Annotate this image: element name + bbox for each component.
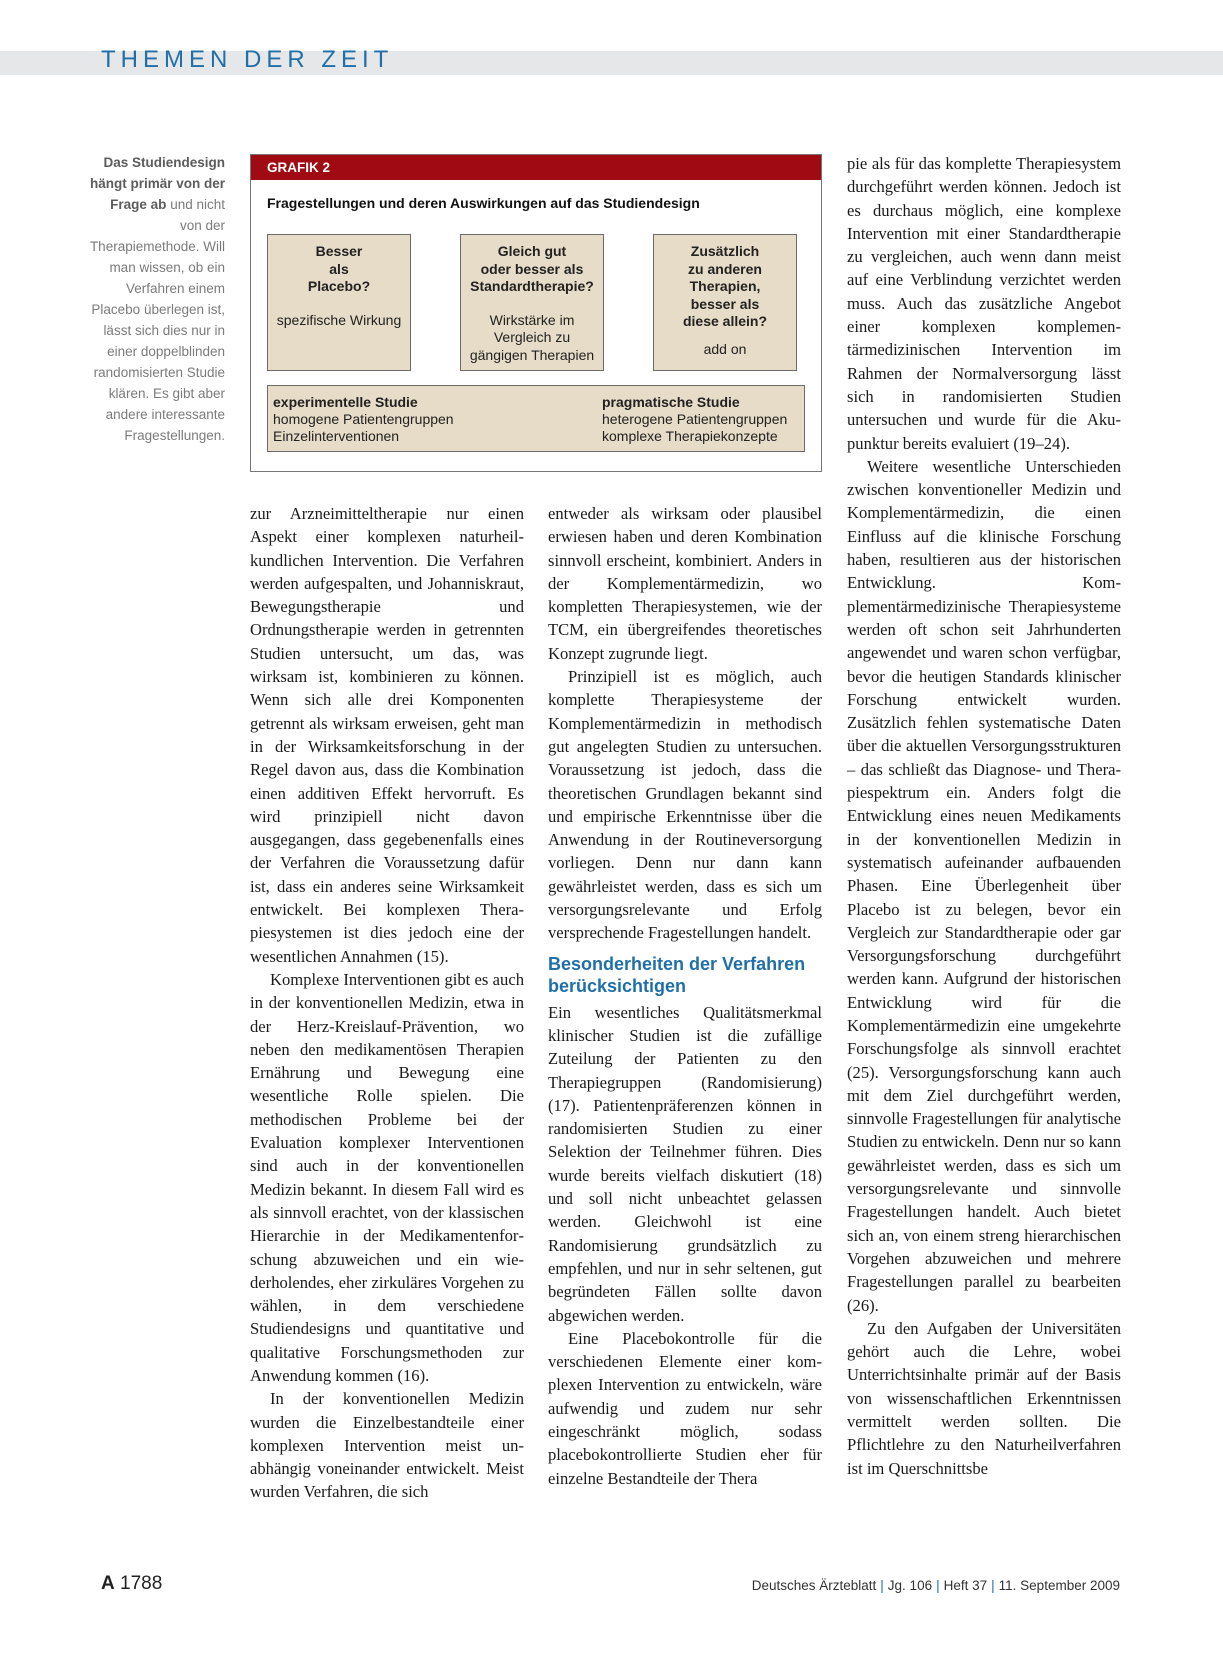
sidenote [88, 152, 225, 446]
paragraph: pie als für das komplette Therapiesystem durchgeführt werden können. Jedoch ist es durchaus möglich, eine komplexe Intervention mit einer Standardtherapie zu vergleichen, auch wenn dann meist auf eine Verblindung verzichtet werden muss. Auch das zusätzliche Angebot einer komplexen komplementärmedizinischen Intervention im Rahmen der Normalversorgung lässt sich in randomisierten Studien untersuchen und wurde für die Akupunktur bereits evaluiert (19–24). [847, 154, 1121, 453]
page-number [101, 1573, 162, 1595]
box-placebo [267, 234, 411, 371]
box-question: Zusätzlich zu anderen Therapien, besser als diese allein? [682, 243, 768, 329]
page-number-value: 1788 [120, 1573, 163, 1594]
box-question: Gleich gut oder besser als Standardtherapie? [470, 243, 594, 294]
text-column-2 [548, 502, 822, 1490]
figure-grafik-2 [250, 154, 822, 472]
study-line: heterogene Patientengruppen [602, 411, 788, 427]
box-question: Besser als Placebo? [307, 243, 371, 294]
paragraph: entweder als wirksam oder plausibel erwiesen haben und deren Kombination sinnvoll erscheint, kombiniert. Anders in der Komplementärmedizin, wo kompletten Therapiesystemen, wie der TCM, ein übergreifendes theoretisches Konzept zugrunde liegt. [548, 504, 822, 663]
paragraph: zur Arzneimitteltherapie nur einen Aspekt einer komplexen naturheilkundlichen Intervention. Die Verfahren werden aufgespalten, und Johanniskraut, Bewegungstherapie und Ordnungstherapie werden in getrennten Studien untersucht, um das, was wirksam ist, kombinieren zu können. Wenn sich alle drei Komponenten getrennt als wirksam erweisen, geht man in der Wirksamkeitsforschung in der Regel davon aus, dass die Kombination einen additiven Effekt hervorruft. Es wird prinzipiell nicht davon ausgegangen, dass gegebenenfalls eines der Verfahren die Voraussetzung dafür ist, dass ein anderes seine Wirksamkeit entwickelt. Bei komplexen Therapiesystemen ist dies jedoch eine der wesentlichen Annahmen (15). [250, 504, 524, 966]
figure-subtitle: Fragestellungen und deren Auswirkungen auf das Studiendesign [267, 195, 700, 211]
paragraph: Ein wesentliches Qualitätsmerkmal klinischer Studien ist die zufällige Zuteilung der Patienten zu den Therapiegruppen (Randomisierung) (17). Patientenpräferenzen können in randomisierten Studien zu einer Selektion der Teilnehmer führen. Dies wurde bereits vielfach diskutiert (18) und soll nicht unbeachtet gelassen werden. Gleichwohl ist eine Randomisierung grundsätzlich zu empfehlen, und nur in sehr seltenen, gut begründeten Fällen sollte davon abgewichen werden. [548, 1002, 822, 1325]
paragraph: Prinzipiell ist es möglich, auch komplette Therapiesysteme der Komplementärmedizin in methodisch gut angelegten Studien zu untersuchen. Voraussetzung ist jedoch, dass die theoretischen Grundlagen bekannt sind und empirische Erkenntnisse über die Anwendung in der Routineversorgung vorliegen. Denn nur dann kann gewährleistet werden, dass es sich um versorgungsrelevante und Erfolg versprechende Fragestellungen handelt. [548, 667, 822, 943]
box-add-on [653, 234, 797, 371]
sidenote-body: und nicht von der Therapiemethode. Will man wissen, ob ein Verfahren einem Placebo überlegen ist, lässt sich dies nur in einer doppelblinden randomisierten Studie klären. Es gibt aber andere interessante Fragestellungen. [89, 197, 225, 443]
paragraph: Zu den Aufgaben der Universitäten gehört auch die Lehre, wobei Unterrichtsinhalte primär auf der Basis von wissenschaftlichen Erkenntnissen vermittelt werden sollten. Die Pflichtlehre zu den Naturheilverfahren ist im Querschnittsbe [847, 1318, 1121, 1478]
sidenote-lead: Das Studiendesign hängt primär von der Frage ab [89, 155, 225, 212]
study-heading: experimentelle Studie [273, 394, 418, 410]
journal-volume: Jg. 106 [887, 1578, 933, 1593]
section-title: THEMEN DER ZEIT [101, 46, 394, 73]
paragraph: In der konventionellen Medizin wurden die Einzelbestandteile einer komplexen Intervention meist unabhängig voneinander entwickelt. Meist wurden Verfahren, die sich [250, 1389, 524, 1502]
journal-name: Deutsches Ärzteblatt [751, 1578, 877, 1593]
study-heading: pragmatische Studie [602, 394, 740, 410]
journal-issue: Heft 37 [943, 1578, 988, 1593]
study-line: homogene Patientengruppen [273, 411, 454, 427]
box-detail: Wirkstärke im Vergleich zu gängigen Therapien [469, 311, 595, 363]
journal-date: 11. September 2009 [998, 1578, 1120, 1593]
study-line: komplexe Therapiekonzepte [602, 428, 778, 444]
study-experimental [273, 394, 454, 445]
study-line: Einzelinterventionen [273, 428, 400, 444]
text-column-1 [250, 502, 524, 1504]
paragraph: Eine Placebokontrolle für die verschiedenen Elemente einer komplexen Intervention zu entwickeln, wäre aufwendig und zudem nur sehr eingeschränkt möglich, sodass placebokontrollierte Studien eher für einzelne Bestandteile der Thera [548, 1328, 822, 1488]
journal-citation: Deutsches Ärzteblatt | Jg. 106 | Heft 37 | 11. September 2009 [751, 1578, 1120, 1593]
study-type-box [267, 385, 805, 452]
study-pragmatic [602, 394, 787, 445]
box-standardtherapie [460, 234, 604, 371]
box-detail: spezifische Wirkung [276, 311, 402, 328]
box-detail: add on [703, 340, 747, 357]
paragraph: Weitere wesentliche Unterschieden zwischen konventioneller Medizin und Komplementärmedizin, die einen Einfluss auf die klinische Forschung haben, resultieren aus der historischen Entwicklung. Komplementärmedizinische Therapiesysteme werden oft schon seit Jahrhunderten angewendet und waren schon verfügbar, bevor die heutigen Standards klinischer Forschung entwickelt wurden. Zusätzlich fehlen systematische Daten über die aktuellen Versorgungsstrukturen – das schließt das Diagnose- und Therapiespektrum ein. Anders folgt die Entwicklung eines neuen Medikaments in der konventionellen Medizin in systematisch aufeinander aufbauenden Phasen. Eine Überlegenheit über Placebo ist zu belegen, bevor ein Vergleich zur Standardtherapie oder gar Versorgungsforschung durchgeführt werden kann. Aufgrund der historischen Entwicklung wird für die Komplementärmedizin eine umgekehrte Forschungsfolge als sinnvoll erachtet (25). Versorgungsforschung kann auch mit dem Ziel durchgeführt werden, sinnvolle Fragestellungen für analytische Studien zu entwickeln. Denn nur so kann gewährleistet werden, dass es sich um versorgungsrelevante und sinnvolle Fragestellungen handelt. Auch bietet sich an, von einem streng hierarchischen Vorgehen abzuweichen und mehrere Fragestellungen parallel zu bearbeiten (26). [847, 456, 1121, 1315]
page-prefix: A [101, 1573, 115, 1594]
text-column-3 [847, 152, 1121, 1480]
section-heading: Besonderheiten der Verfahren berücksichtigen [548, 953, 806, 996]
paragraph: Komplexe Interventionen gibt es auch in der konventionellen Medizin, etwa in der Herz-Kreislauf-Prävention, wo neben den medikamentösen Therapien Ernährung und Bewegung eine wesentliche Rolle spielen. Die methodischen Probleme bei der Evaluation komplexer Interventionen sind auch in der konventionellen Medizin bekannt. In diesem Fall wird es als sinnvoll erachtet, von der klassischen Hierarchie in der Medikamentenforschung abzuweichen und ein wiederholendes, eher zirkuläres Vorgehen zu wählen, in dem verschiedene Studiendesigns und quantitative und qualitative Forschungsmethoden zur Anwendung kommen (16). [250, 969, 524, 1385]
figure-label: GRAFIK 2 [251, 155, 821, 180]
